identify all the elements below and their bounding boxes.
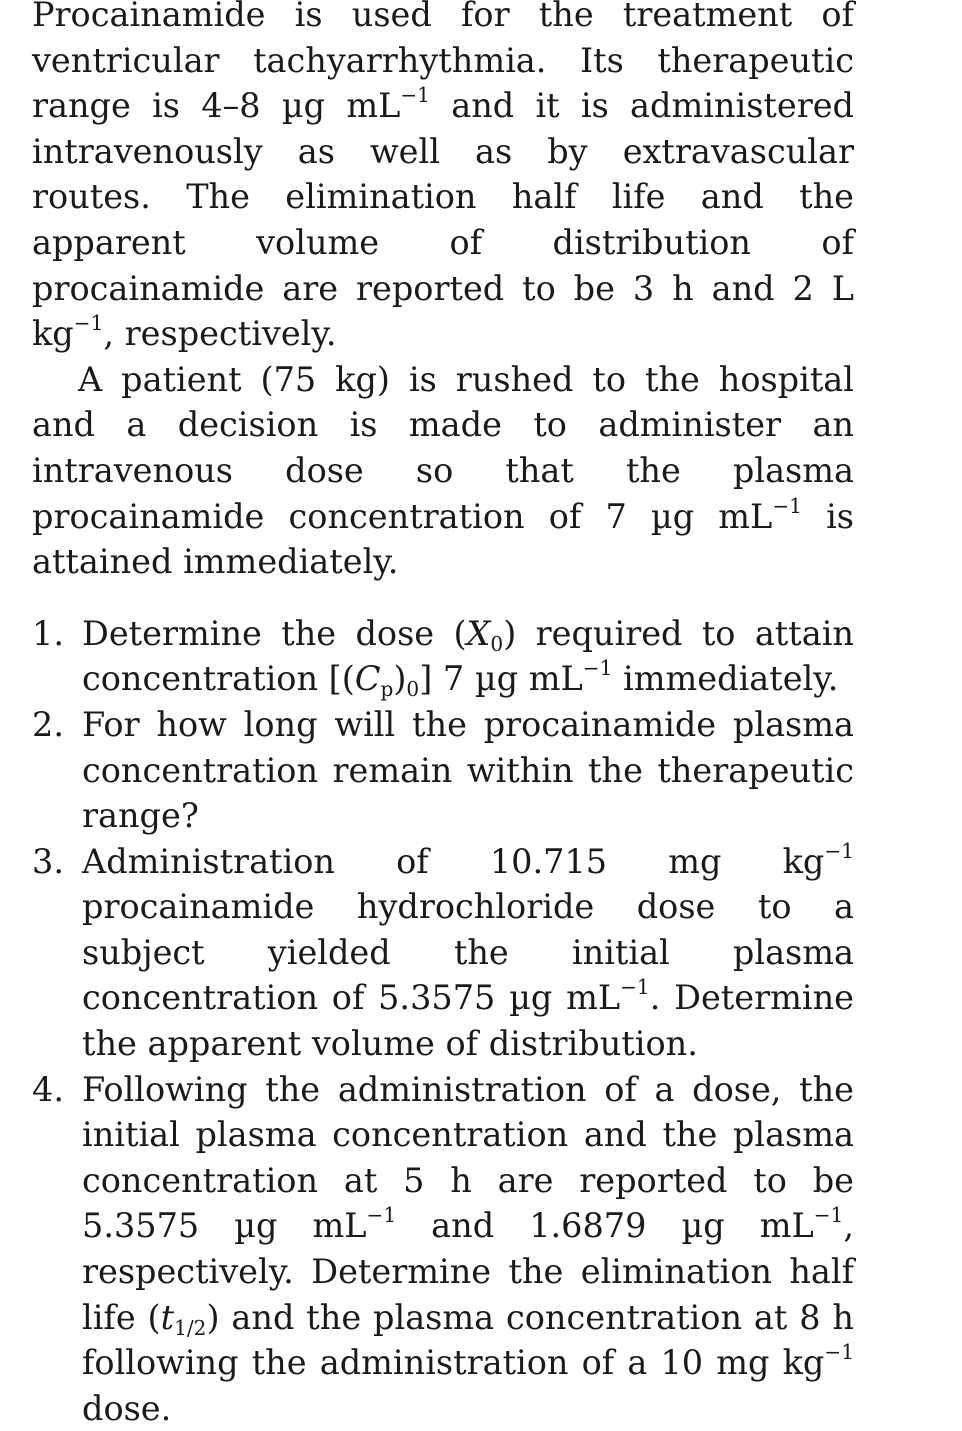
question-number: 4.	[32, 1069, 64, 1109]
question-number: 2.	[32, 704, 64, 744]
question-list	[32, 611, 854, 1431]
question-2: 2. For how long will the procainamide plasma concentration remain within the therapeutic range?	[32, 702, 854, 839]
intro-paragraph-2: A patient (75 kg) is rushed to the hospital and a decision is made to administer an intravenous dose so that the plasma procainamide concentration of 7 µg $mL^{-1}$ is attained immediately.	[32, 359, 854, 582]
question-3: 3. Administration of 10.715 mg $kg^{-1}$ procainamide hydrochloride dose to a subject yielded the initial plasma concentration of 5.3575 µg $mL^{-1}$. Determine the apparent volume of distribution.	[32, 838, 854, 1064]
document-page	[32, 0, 854, 1431]
question-number: 3.	[32, 841, 64, 881]
question-1: 1. Determine the dose $(X_0)$ required to attain concentration $[(C_p)_0]$ 7 µg $mL^{-1}$ immediately.	[32, 611, 854, 702]
intro-paragraph-1: Procainamide is used for the treatment of ventricular tachyarrhythmia. Its therapeutic range is 4–8 µg $mL^{-1}$ and it is administered intravenously as well as by extravascular routes. The elimination half life and the apparent volume of distribution of procainamide are reported to be 3 h and 2 L $kg^{-1}$, respectively.	[32, 0, 854, 354]
question-number: 1.	[32, 613, 64, 653]
spacer	[32, 585, 854, 611]
question-4: 4. Following the administration of a dose, the initial plasma concentration and the plasma concentration at 5 h are reported to be 5.3575 µg $mL^{-1}$ and 1.6879 µg $mL^{-1}$, respectively. Determine the elimination half life $(t_{1/2})$ and the plasma concentration at 8 h following the administration of a 10 mg $kg^{-1}$ dose.	[32, 1067, 854, 1431]
